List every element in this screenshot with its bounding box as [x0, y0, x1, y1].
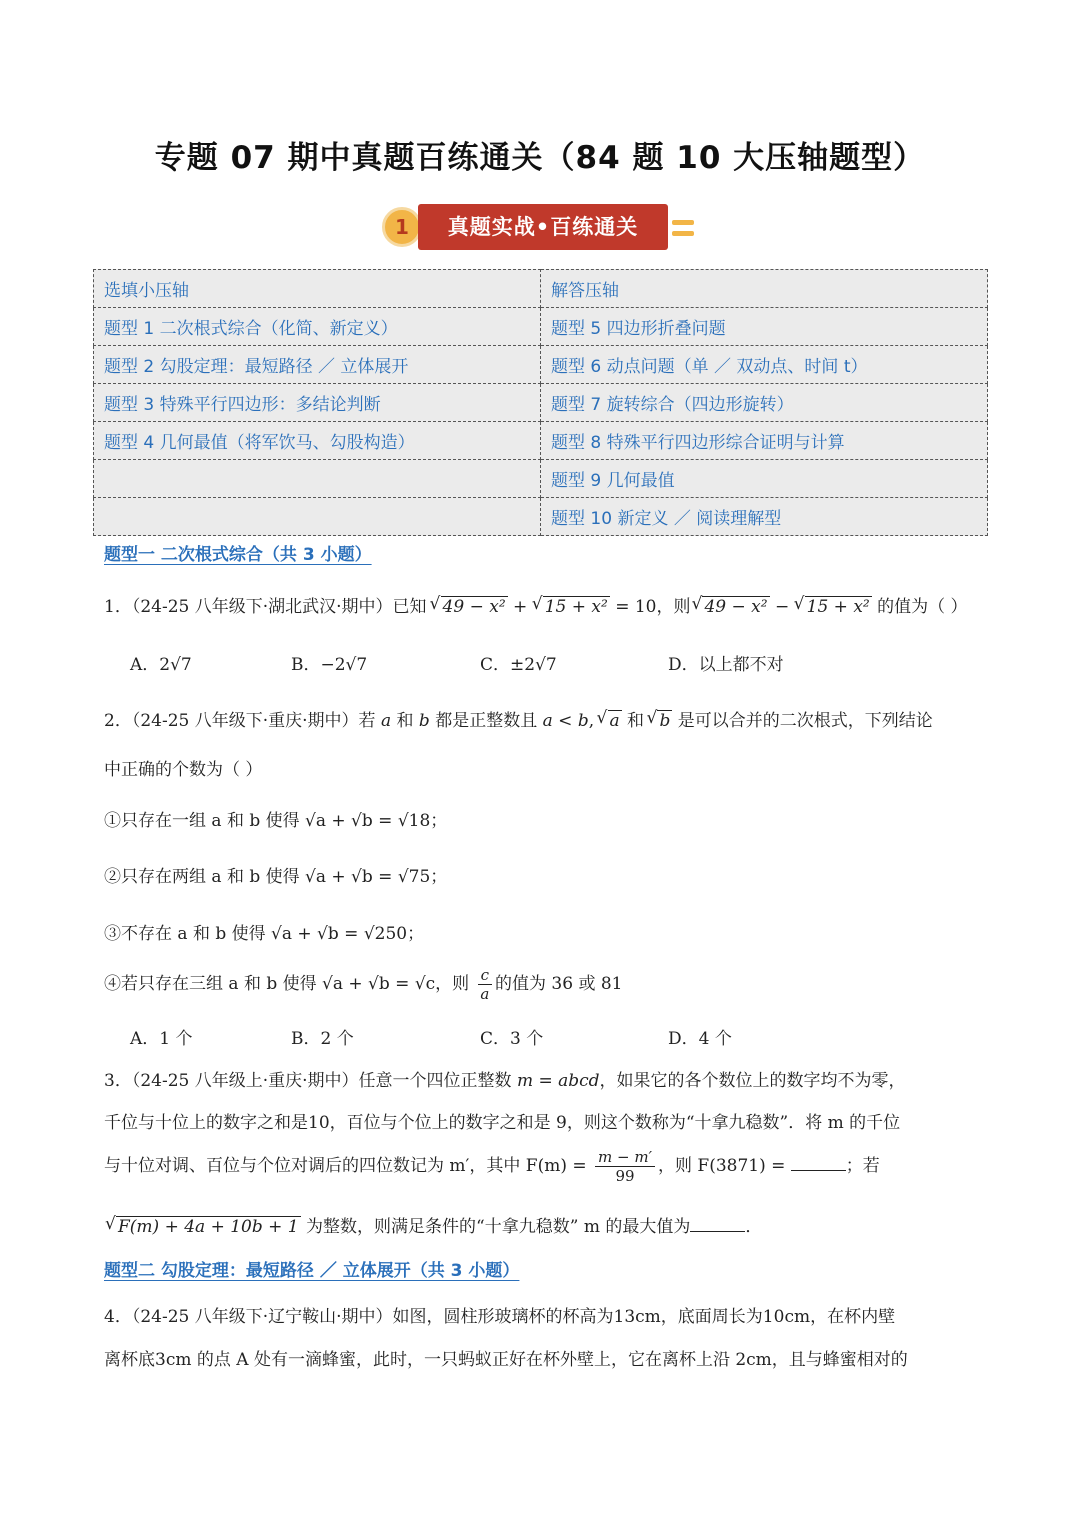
question-3-line-4 [104, 1212, 762, 1237]
radical [116, 1216, 301, 1237]
question-4-line-1: 4．（24-25 八年级下·辽宁鞍山·期中）如图，圆柱形玻璃杯的杯高为13cm，底面周长为10cm，在杯内壁 [104, 1307, 896, 1327]
table-header-left: 选填小压轴 [94, 270, 541, 308]
text: 是可以合并的二次根式，下列结论 [672, 711, 933, 731]
statement-1: ①只存在一组 a 和 b 使得 √a + √b = √18； [104, 811, 448, 831]
radical [543, 596, 610, 617]
banner-number-badge: 1 [382, 207, 422, 247]
option-c: C．±2√7 [480, 655, 557, 675]
radical [441, 596, 508, 617]
option-b: B．2 个 [291, 1029, 354, 1049]
question-2-line-2: 中正确的个数为（ ） [104, 760, 263, 780]
radicand: 49 − x² [704, 597, 768, 617]
text: ；若 [845, 1156, 880, 1176]
radical [805, 596, 872, 617]
answer-blank [690, 1214, 745, 1232]
table-row [94, 308, 988, 346]
section-heading-1: 题型一 二次根式综合（共 3 小题） [104, 545, 372, 565]
banner-decoration [672, 220, 694, 225]
radical: √ b [657, 710, 672, 731]
text: ． [745, 1217, 763, 1237]
section-heading-2: 题型二 勾股定理：最短路径 ／ 立体展开（共 3 小题） [104, 1261, 520, 1281]
question-4-line-2: 离杯底3cm 的点 A 处有一滴蜂蜜，此时，一只蚂蚁正好在杯外壁上，它在离杯上沿 2cm，且与蜂蜜相对的 [104, 1350, 908, 1370]
option-a: A．1 个 [130, 1029, 193, 1049]
option-d: D．以上都不对 [668, 655, 784, 675]
statement-4 [104, 966, 622, 1003]
option-b: B．−2√7 [291, 655, 368, 675]
math: m = abcd [516, 1071, 600, 1091]
text: ④若只存在三组 a 和 b 使得 √a + √b = √c，则 [104, 974, 470, 994]
radicand: 49 − x² [442, 597, 506, 617]
table-cell: 题型 10 新定义 ／ 阅读理解型 [541, 498, 988, 536]
text: 3．（24-25 八年级上·重庆·期中）任意一个四位正整数 [104, 1071, 517, 1091]
text: 的值为 36 或 81 [495, 974, 623, 994]
table-cell: 题型 7 旋转综合（四边形旋转） [541, 384, 988, 422]
section-banner [382, 200, 698, 254]
table-cell: 题型 5 四边形折叠问题 [541, 308, 988, 346]
table-cell: 题型 4 几何最值（将军饮马、勾股构造） [94, 422, 541, 460]
question-1-suffix: 的值为（ ） [871, 597, 968, 617]
numerator: m − m′ [595, 1148, 655, 1167]
table-cell: 题型 1 二次根式综合（化简、新定义） [94, 308, 541, 346]
question-2-stem: 2．（24-25 八年级下·重庆·期中）若 a 和 b 都是正整数且 a < b, √ a 和 √ b 是可以合并的二次根式，下列结论 [104, 706, 933, 731]
topic-table [93, 269, 988, 536]
banner-label: 真题实战•百练通关 [418, 204, 668, 250]
radical [702, 596, 769, 617]
text: 和 [621, 711, 650, 731]
fraction-c-over-a: $\frac{c}{a}$ [478, 966, 492, 1003]
text: 都是正整数且 [429, 711, 543, 731]
question-1-stem: 1．（24-25 八年级下·湖北武汉·期中）已知√ 49 − x² + √ 15 + x² = 10，则√ 49 − x² − √ 15 + x² 的值为（ ） [104, 592, 968, 617]
question-3-line-1 [104, 1066, 906, 1091]
fraction [595, 1148, 655, 1185]
denominator: 99 [615, 1167, 635, 1185]
table-row [94, 270, 988, 308]
text: ，则 F(3871) = [658, 1156, 791, 1176]
table-cell: 题型 3 特殊平行四边形：多结论判断 [94, 384, 541, 422]
table-cell [94, 498, 541, 536]
radical: √ a [608, 710, 622, 731]
option-d: D．4 个 [668, 1029, 732, 1049]
page-title: 专题 07 期中真题百练通关（84 题 10 大压轴题型） [154, 140, 926, 176]
text: 与十位对调、百位与个位对调后的四位数记为 m′，其中 F(m) = [104, 1156, 593, 1176]
table-row [94, 346, 988, 384]
table-cell: 题型 8 特殊平行四边形综合证明与计算 [541, 422, 988, 460]
question-3-line-2: 千位与十位上的数字之和是10，百位与个位上的数字之和是 9，则这个数称为“十拿九稳数”．将 m 的千位 [104, 1113, 901, 1133]
radicand: F(m) + 4a + 10b + 1 [118, 1217, 299, 1237]
question-3-line-3 [104, 1148, 880, 1185]
table-row [94, 422, 988, 460]
radicand: 15 + x² [806, 597, 870, 617]
table-header-right: 解答压轴 [541, 270, 988, 308]
option-c: C．3 个 [480, 1029, 544, 1049]
banner-decoration [672, 231, 694, 236]
table-cell: 题型 9 几何最值 [541, 460, 988, 498]
table-cell: 题型 6 动点问题（单 ／ 双动点、时间 t） [541, 346, 988, 384]
text: 和 [391, 711, 419, 731]
question-1-prefix: 1．（24-25 八年级下·湖北武汉·期中）已知 [104, 597, 427, 617]
table-row [94, 498, 988, 536]
table-row [94, 460, 988, 498]
radicand: 15 + x² [544, 597, 608, 617]
statement-3: ③不存在 a 和 b 使得 √a + √b = √250； [104, 924, 425, 944]
text: 2．（24-25 八年级下·重庆·期中）若 [104, 711, 381, 731]
statement-2: ②只存在两组 a 和 b 使得 √a + √b = √75； [104, 867, 448, 887]
equation-text: = 10，则 [609, 597, 691, 617]
option-a: A．2√7 [130, 655, 192, 675]
table-cell: 题型 2 勾股定理：最短路径 ／ 立体展开 [94, 346, 541, 384]
table-cell [94, 460, 541, 498]
text: 为整数，则满足条件的“十拿九稳数” m 的最大值为 [300, 1217, 691, 1237]
text: ，如果它的各个数位上的数字均不为零， [599, 1071, 906, 1091]
table-row [94, 384, 988, 422]
answer-blank [791, 1153, 846, 1171]
